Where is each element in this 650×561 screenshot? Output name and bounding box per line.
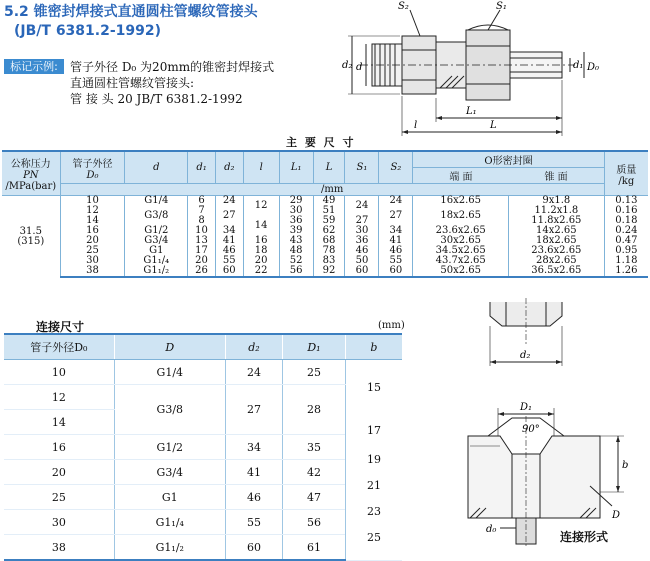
cell: G1 <box>114 485 225 510</box>
cell: 16x2.65 <box>413 196 509 207</box>
main-dimensions-table <box>2 150 648 278</box>
cell: 41 <box>225 460 282 485</box>
cell: 34 <box>225 435 282 460</box>
lower-port-body <box>468 436 600 518</box>
connection-form-drawing <box>440 296 650 546</box>
cell: G3/4 <box>114 460 225 485</box>
cell: G3/8 <box>125 206 188 226</box>
cell: 10 <box>4 360 114 385</box>
cell: 24 <box>225 360 282 385</box>
table-row <box>2 266 648 277</box>
cell: 30 <box>279 206 313 216</box>
cell: 38 <box>4 535 114 561</box>
header-mass: 质量 /kg <box>604 151 648 196</box>
connection-form-caption: 连接形式 <box>560 530 609 544</box>
connection-table-unit: (mm) <box>378 320 405 331</box>
cell: 51 <box>313 206 345 216</box>
cell: 24 <box>345 196 379 217</box>
cell: 16 <box>243 236 279 246</box>
cell: 25 <box>60 246 125 256</box>
cell: 34 <box>379 226 413 236</box>
header-d: d <box>125 151 188 184</box>
cell: 12 <box>243 196 279 217</box>
section-heading: 5.2 锥密封焊接式直通圆柱管螺纹管接头 <box>4 4 258 20</box>
header-unit: /mm <box>60 184 604 196</box>
cell: 52 <box>279 256 313 266</box>
cell: 24 <box>379 196 413 207</box>
conn-header-d: D <box>114 334 225 360</box>
conn-header-d2: d₂ <box>225 334 282 360</box>
cell: 29 <box>279 196 313 207</box>
header-outer-dia: 管子外径 D₀ <box>60 151 125 184</box>
standard-number: (JB/T 6381.2-1992) <box>14 23 162 39</box>
cell: G1/2 <box>114 435 225 460</box>
cell: 22 <box>243 266 279 277</box>
label-d: d <box>356 62 363 73</box>
label-conn-d2: d₂ <box>520 350 531 361</box>
cell: 43.7x2.65 <box>413 256 509 266</box>
cell: 18 <box>243 246 279 256</box>
cell: 14 <box>4 410 114 435</box>
marking-line-3: 管 接 头 20 JB/T 6381.2-1992 <box>70 92 243 106</box>
header-oring: O形密封圈 端 面 锥 面 <box>413 151 604 184</box>
cell: 16 <box>4 435 114 460</box>
cell: 56 <box>283 510 346 535</box>
label-d1: d₁ <box>573 60 584 71</box>
cell: 41 <box>215 236 243 246</box>
label-conn-d1: D₁ <box>520 402 533 413</box>
cell: 12 <box>4 385 114 410</box>
cell: 25 <box>283 360 346 385</box>
cell: 14x2.65 <box>509 226 605 236</box>
cell: G1/4 <box>114 360 225 385</box>
cell: G1₁/₄ <box>114 510 225 535</box>
cell: 20 <box>243 256 279 266</box>
marking-line-1: 管子外径 D₀ 为20mm的锥密封焊接式 <box>70 60 275 74</box>
cell: 13 <box>188 236 216 246</box>
cell: 42 <box>283 460 346 485</box>
cell: 6 <box>188 196 216 207</box>
cell: 10 <box>188 226 216 236</box>
cell: 30 <box>345 226 379 236</box>
cell: 18x2.65 <box>413 206 509 226</box>
cell: G1₁/₄ <box>125 256 188 266</box>
cell: 46 <box>215 246 243 256</box>
cell: 16 <box>60 226 125 236</box>
cell: 30 <box>60 256 125 266</box>
cell: 1.26 <box>604 266 648 277</box>
label-b: b <box>622 460 629 471</box>
label-conn-d: D <box>612 510 621 521</box>
cell: 27 <box>225 385 282 435</box>
header-s2: S₂ <box>379 151 413 184</box>
cell: 60 <box>345 266 379 277</box>
header-l1: L₁ <box>279 151 313 184</box>
conn-header-b: b <box>345 334 402 360</box>
cell: 20 <box>4 460 114 485</box>
cell: 7 <box>188 206 216 216</box>
header-l-big: L <box>313 151 345 184</box>
conn-header-d1: D₁ <box>283 334 346 360</box>
cell: 20 <box>60 236 125 246</box>
cell: 20 <box>188 256 216 266</box>
cell: 0.13 <box>604 196 648 207</box>
marking-example-badge: 标记示例: <box>4 59 64 74</box>
cell: 23.6x2.65 <box>509 246 605 256</box>
cell: 36 <box>345 236 379 246</box>
cell: 35 <box>283 435 346 460</box>
cell: 0.24 <box>604 226 648 236</box>
connection-table <box>4 333 402 561</box>
cell: 39 <box>279 226 313 236</box>
cell: 50x2.65 <box>413 266 509 277</box>
marking-line-2: 直通圆柱管螺纹管接头: <box>70 76 195 90</box>
cell: 9x1.8 <box>509 196 605 207</box>
cell: 60 <box>379 266 413 277</box>
cell: 23.6x2.65 <box>413 226 509 236</box>
cell: 49 <box>313 196 345 207</box>
table-row <box>4 535 402 561</box>
cell: 28x2.65 <box>509 256 605 266</box>
table-row <box>4 485 402 510</box>
main-dimensions-title: 主 要 尺 寸 <box>286 136 356 149</box>
cell: 46 <box>225 485 282 510</box>
cell: 48 <box>279 246 313 256</box>
cell: 0.47 <box>604 236 648 246</box>
table-row <box>4 435 402 460</box>
cell: 27 <box>379 206 413 226</box>
fitting-drawing <box>340 0 650 150</box>
header-d2: d₂ <box>215 151 243 184</box>
cell: 36 <box>279 216 313 226</box>
cell: 14 <box>60 216 125 226</box>
cell: 0.18 <box>604 216 648 226</box>
label-l1: L₁ <box>466 106 477 117</box>
cell: 38 <box>60 266 125 277</box>
label-l-small: l <box>414 120 418 131</box>
header-s1: S₁ <box>345 151 379 184</box>
cell: 8 <box>188 216 216 226</box>
cell: 28 <box>283 385 346 435</box>
cell: G3/4 <box>125 236 188 246</box>
cell: 61 <box>283 535 346 561</box>
cell: 14 <box>243 216 279 236</box>
header-l: l <box>243 151 279 184</box>
cell: 60 <box>215 266 243 277</box>
header-oring-cone: 锥 面 <box>544 172 568 183</box>
cell: 78 <box>313 246 345 256</box>
cell: 10 <box>60 196 125 207</box>
cell: 25 <box>4 485 114 510</box>
label-s2: S₂ <box>398 1 409 12</box>
connection-table-title: 连接尺寸 <box>36 320 85 334</box>
cell: 92 <box>313 266 345 277</box>
header-oring-end: 端 面 <box>449 172 473 183</box>
cell: 55 <box>215 256 243 266</box>
cell: 83 <box>313 256 345 266</box>
table-row <box>4 385 402 410</box>
cell: 43 <box>279 236 313 246</box>
label-d2: d₂ <box>342 60 353 71</box>
table-row <box>4 360 402 385</box>
cell: 41 <box>379 236 413 246</box>
cell: 26 <box>188 266 216 277</box>
b-column: 15 17 19 21 23 25 <box>345 360 402 561</box>
cell: 30x2.65 <box>413 236 509 246</box>
cell: G1/4 <box>125 196 188 207</box>
cell: G1₁/₂ <box>114 535 225 561</box>
cell: 60 <box>225 535 282 561</box>
cell: 11.2x1.8 <box>509 206 605 216</box>
cell: 62 <box>313 226 345 236</box>
cell: 55 <box>379 256 413 266</box>
label-l-big: L <box>490 120 497 131</box>
label-s1: S₁ <box>496 1 507 12</box>
conn-header-d0: 管子外径D₀ <box>4 334 114 360</box>
cell: 24 <box>215 196 243 207</box>
cell: 1.18 <box>604 256 648 266</box>
header-d1: d₁ <box>188 151 216 184</box>
cell: 46 <box>379 246 413 256</box>
cell: 18x2.65 <box>509 236 605 246</box>
cell: 59 <box>313 216 345 226</box>
cell: 56 <box>279 266 313 277</box>
cell: 27 <box>345 216 379 226</box>
cell: 46 <box>345 246 379 256</box>
label-d0: D₀ <box>587 62 600 73</box>
table-row <box>4 510 402 535</box>
label-angle: 90° <box>522 424 540 435</box>
cell: 36.5x2.65 <box>509 266 605 277</box>
cell: G1 <box>125 246 188 256</box>
cell: 0.16 <box>604 206 648 216</box>
cell: 11.8x2.65 <box>509 216 605 226</box>
cell: G1/2 <box>125 226 188 236</box>
cell: 47 <box>283 485 346 510</box>
cell: 55 <box>225 510 282 535</box>
cell: 30 <box>4 510 114 535</box>
cell: 0.95 <box>604 246 648 256</box>
header-pressure: 公称压力 PN /MPa(bar) <box>2 151 60 196</box>
cell: 50 <box>345 256 379 266</box>
cell: G1₁/₂ <box>125 266 188 277</box>
cell: 17 <box>188 246 216 256</box>
cell: G3/8 <box>114 385 225 435</box>
pressure-cell: 31.5 (315) <box>2 196 60 278</box>
cell: 34 <box>215 226 243 236</box>
cell: 34.5x2.65 <box>413 246 509 256</box>
cell: 27 <box>215 206 243 226</box>
label-conn-d0: d₀ <box>486 524 497 535</box>
cell: 12 <box>60 206 125 216</box>
cell: 68 <box>313 236 345 246</box>
table-row <box>4 460 402 485</box>
